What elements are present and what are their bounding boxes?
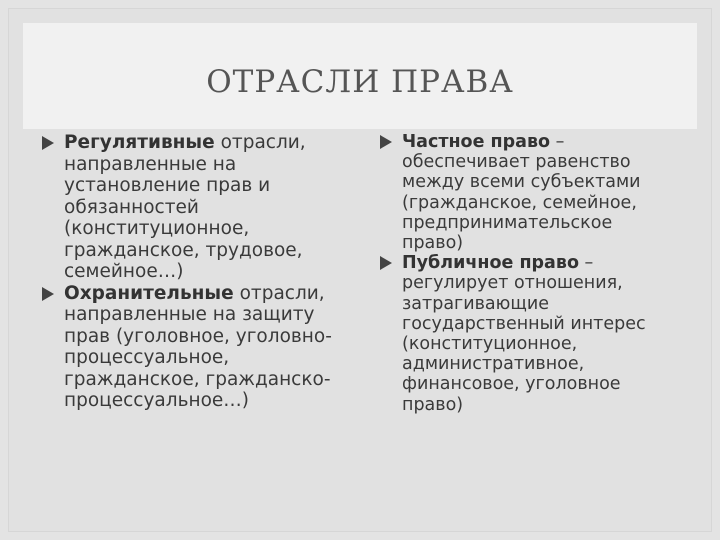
triangle-bullet-icon bbox=[380, 135, 392, 149]
bullet-term: Публичное право bbox=[402, 253, 579, 274]
slide-title: ОТРАСЛИ ПРАВА bbox=[206, 64, 514, 100]
triangle-bullet-icon bbox=[42, 136, 54, 150]
bullet-text: отрасли, направленные на защиту прав (уголовное, уголовно-процессуальное, гражданское, гражданско-процессуальное…) bbox=[64, 282, 332, 411]
bullet-private-law bbox=[378, 132, 678, 253]
bullet-text: – обеспечивает равенство между всеми субъектами (гражданское, семейное, предпринимательское право) bbox=[402, 132, 641, 254]
title-band bbox=[23, 23, 697, 129]
bullet-text: – регулирует отношения, затрагивающие государственный интерес (конституционное, административное, финансовое, уголовное право) bbox=[402, 253, 646, 415]
bullet-term: Регулятивные bbox=[64, 132, 215, 153]
bullet-public-law bbox=[378, 253, 678, 415]
left-column bbox=[40, 132, 340, 412]
bullet-regulatory bbox=[40, 132, 340, 283]
bullet-text: отрасли, направленные на установление прав и обязанностей (конституционное, гражданское, трудовое, семейное…) bbox=[64, 132, 306, 282]
bullet-term: Частное право bbox=[402, 132, 551, 152]
bullet-term: Охранительные bbox=[64, 282, 234, 304]
right-column bbox=[378, 132, 678, 415]
triangle-bullet-icon bbox=[42, 287, 54, 301]
bullet-protective bbox=[40, 283, 340, 412]
triangle-bullet-icon bbox=[380, 256, 392, 270]
